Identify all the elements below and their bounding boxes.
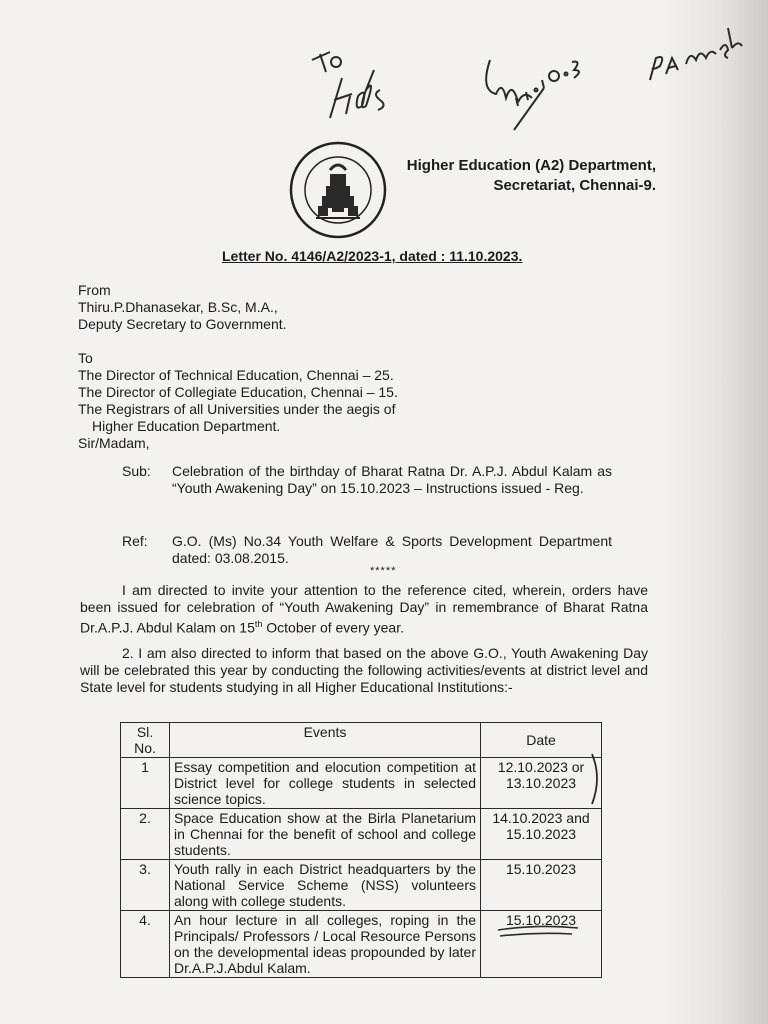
row-4-event: An hour lecture in all colleges, roping in the Principals/ Professors / Local Resource Persons on the developmental ideas propounded by later Dr.A.P.J.Abdul Kalam. (170, 911, 481, 978)
paragraph-1-main: I am directed to invite your attention to the reference cited, wherein, orders have been issued for celebration of “Youth Awakening Day” in remembrance of Bharat Ratna Dr.A.P.J. Abdul Kalam on 15 (80, 582, 648, 636)
salutation: Sir/Madam, (78, 435, 150, 451)
header-sl-no: Sl. No. (121, 723, 170, 758)
row-2-date: 14.10.2023 and 15.10.2023 (481, 809, 602, 860)
paragraph-2-text: 2. I am also directed to inform that based on the above G.O., Youth Awakening Day will be celebrated this year by conducting the following activities/events at district level and State level for students studying in all Higher Educational Institutions:- (80, 645, 648, 695)
header-date: Date (481, 723, 602, 758)
department-heading (396, 156, 656, 196)
table-row (121, 860, 602, 911)
row-2-sl: 2. (121, 809, 170, 860)
row-3-event: Youth rally in each District headquarters by the National Service Scheme (NSS) volunteers along with college students. (170, 860, 481, 911)
table-row (121, 758, 602, 809)
pen-bracket-mark (586, 752, 606, 806)
row-4-sl: 4. (121, 911, 170, 978)
row-1-event: Essay competition and elocution competition at District level for college students in selected science topics. (170, 758, 481, 809)
separator-stars: ***** (370, 565, 397, 577)
to-line-4: Higher Education Department. (92, 418, 281, 434)
handwriting-note-pa (640, 20, 750, 90)
subject-text: Celebration of the birthday of Bharat Ratna Dr. A.P.J. Abdul Kalam as “Youth Awakening Day” on 15.10.2023 – Instructions issued - Reg. (172, 463, 612, 496)
row-1-sl: 1 (121, 758, 170, 809)
handwriting-note-to-hods (300, 40, 390, 120)
handwriting-signature-date (470, 40, 590, 140)
paragraph-1-end: October of every year. (262, 619, 404, 636)
paragraph-1 (80, 582, 648, 637)
table-row (121, 809, 602, 860)
to-label: To (78, 350, 93, 366)
reference-text: G.O. (Ms) No.34 Youth Welfare & Sports Development Department dated: 03.08.2015. (172, 533, 612, 566)
to-line-2: The Director of Collegiate Education, Chennai – 15. (78, 384, 398, 400)
pen-underline-mark (494, 920, 584, 940)
from-block (78, 282, 287, 333)
to-line-3: The Registrars of all Universities under the aegis of (78, 401, 396, 417)
row-4-date: 15.10.2023 (481, 911, 602, 978)
from-name: Thiru.P.Dhanasekar, B.Sc, M.A., (78, 299, 278, 315)
to-block (78, 350, 398, 452)
letter-number: Letter No. 4146/A2/2023-1, dated : 11.10.2023. (222, 248, 523, 264)
subject-label: Sub: (122, 463, 151, 479)
from-designation: Deputy Secretary to Government. (78, 316, 287, 332)
department-line-1: Higher Education (A2) Department, (406, 157, 656, 174)
reference-label: Ref: (122, 533, 148, 549)
to-line-1: The Director of Technical Education, Chennai – 25. (78, 367, 394, 383)
row-1-date: 12.10.2023 or 13.10.2023 (481, 758, 602, 809)
row-2-event: Space Education show at the Birla Planetarium in Chennai for the benefit of school and college students. (170, 809, 481, 860)
row-3-sl: 3. (121, 860, 170, 911)
from-label: From (78, 282, 111, 298)
row-3-date: 15.10.2023 (481, 860, 602, 911)
table-header-row (121, 723, 602, 758)
page-shadow (658, 0, 768, 1024)
department-line-2: Secretariat, Chennai-9. (493, 177, 656, 194)
paragraph-1-sup: th (254, 619, 263, 629)
paragraph-2 (80, 645, 648, 696)
header-events: Events (170, 723, 481, 758)
government-seal-emblem (288, 140, 388, 240)
